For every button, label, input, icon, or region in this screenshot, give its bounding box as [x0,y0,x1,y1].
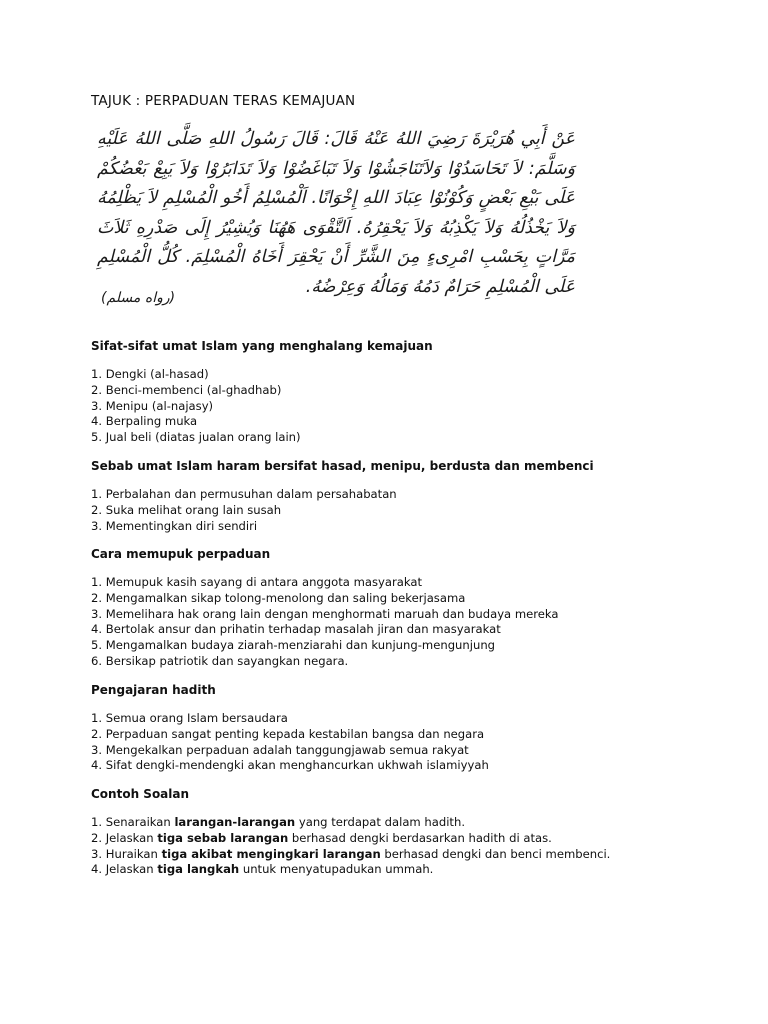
list-item: 5. Jual beli (diatas jualan orang lain) [91,430,301,445]
list-item: 3. Memelihara hak orang lain dengan menghormati maruah dan budaya mereka [91,606,559,621]
hadith-source: (رواه مسلم) [101,290,176,306]
list-item: 1. Semua orang Islam bersaudara [91,711,288,725]
section-heading: Contoh Soalan [91,787,190,801]
list-item: 2. Mengamalkan sikap tolong-menolong dan saling bekerjasama [91,590,466,605]
question-post: untuk menyatupadukan ummah. [239,862,434,877]
question-post: berhasad dengki dan benci membenci. [380,846,611,861]
question-keyword: tiga sebab larangan [157,830,289,845]
list-item: 3. Mementingkan diri sendiri [91,518,258,533]
item-list [91,575,731,670]
section-heading: Sebab umat Islam haram bersifat hasad, menipu, berdusta dan membenci [91,459,594,473]
list-item: 1. Memupuk kasih sayang di antara anggota masyarakat [91,575,423,589]
list-item: 4. Sifat dengki-mendengki akan menghancurkan ukhwah islamiyyah [91,758,489,773]
section-pengajaran [91,682,731,774]
question-item [91,862,731,878]
list-item: 2. Benci-membenci (al-ghadhab) [91,382,282,397]
question-post: yang terdapat dalam hadith. [295,815,466,829]
item-list [91,711,731,774]
question-item [91,815,731,831]
list-item: 5. Mengamalkan budaya ziarah-menziarahi dan kunjung-mengunjung [91,638,496,653]
question-pre: 2. Jelaskan [91,830,158,845]
section-heading: Cara memupuk perpaduan [91,547,271,561]
section-heading: Sifat-sifat umat Islam yang menghalang kemajuan [91,339,433,353]
list-item: 2. Perpaduan sangat penting kepada kestabilan bangsa dan negara [91,726,485,741]
question-pre: 4. Jelaskan [91,862,158,877]
list-item: 4. Bertolak ansur dan prihatin terhadap masalah jiran dan masyarakat [91,622,501,637]
question-pre: 1. Senaraikan [91,815,175,829]
section-heading: Pengajaran hadith [91,683,216,697]
list-item: 4. Berpaling muka [91,414,198,429]
page-title: TAJUK : PERPADUAN TERAS KEMAJUAN [91,93,356,109]
list-item: 1. Perbalahan dan permusuhan dalam persahabatan [91,487,397,501]
item-list [91,367,731,446]
hadith-block [97,125,575,315]
section-sifat [91,338,731,446]
question-item [91,847,731,863]
hadith-arabic-text: عَنْ أَبِي هُرَيْرَةَ رَضِيَ اللهُ عَنْهُ قَالَ: قَالَ رَسُولُ اللهِ صَلَّى اللهُ عَلَيْهِ وَسَلَّمَ: لاَ تَحَاسَدُوْا وَلاَتَنَاجَشُوْا وَلاَ تَبَاغَضُوْا وَلاَ تَدَابَرُوْا وَلاَ يَبِعْ بَعْضُكُمْ عَلَى بَيْعِ بَعْضٍ وَكُوْنُوْا عِبَادَ اللهِ إِخْوَانًا. اَلْمُسْلِمُ أَخُو الْمُسْلِمِ لاَ يَظْلِمُهُ وَلاَ يَخْذُلُهُ وَلاَ يَكْذِبُهُ وَلاَ يَحْقِرُهُ. اَلتَّقْوَى هَهُنَا وَيُشِيْرُ إِلَى صَدْرِهِ ثَلاَثَ مَرَّاتٍ بِحَسْبِ امْرِىءٍ مِنَ الشَّرِّ أَنْ يَحْقِرَ أَخَاهُ الْمُسْلِمَ. كُلُّ الْمُسْلِمِ عَلَى الْمُسْلِمِ حَرَامٌ دَمُهُ وَمَالُهُ وَعِرْضُهُ. [97,129,575,297]
section-sebab [91,458,731,534]
section-cara [91,546,731,670]
question-list [91,815,731,878]
list-item: 3. Menipu (al-najasy) [91,398,214,413]
question-keyword: larangan-larangan [174,815,296,829]
question-item [91,831,731,847]
list-item: 1. Dengki (al-hasad) [91,367,209,381]
question-post: berhasad dengki berdasarkan hadith di atas. [288,830,552,845]
item-list [91,487,731,534]
section-contoh-soalan [91,786,731,878]
question-pre: 3. Huraikan [91,846,162,861]
list-item: 6. Bersikap patriotik dan sayangkan negara. [91,653,349,668]
list-item: 3. Mengekalkan perpaduan adalah tanggungjawab semua rakyat [91,742,469,757]
list-item: 2. Suka melihat orang lain susah [91,502,282,517]
question-keyword: tiga langkah [157,862,240,877]
question-keyword: tiga akibat mengingkari larangan [161,846,381,861]
